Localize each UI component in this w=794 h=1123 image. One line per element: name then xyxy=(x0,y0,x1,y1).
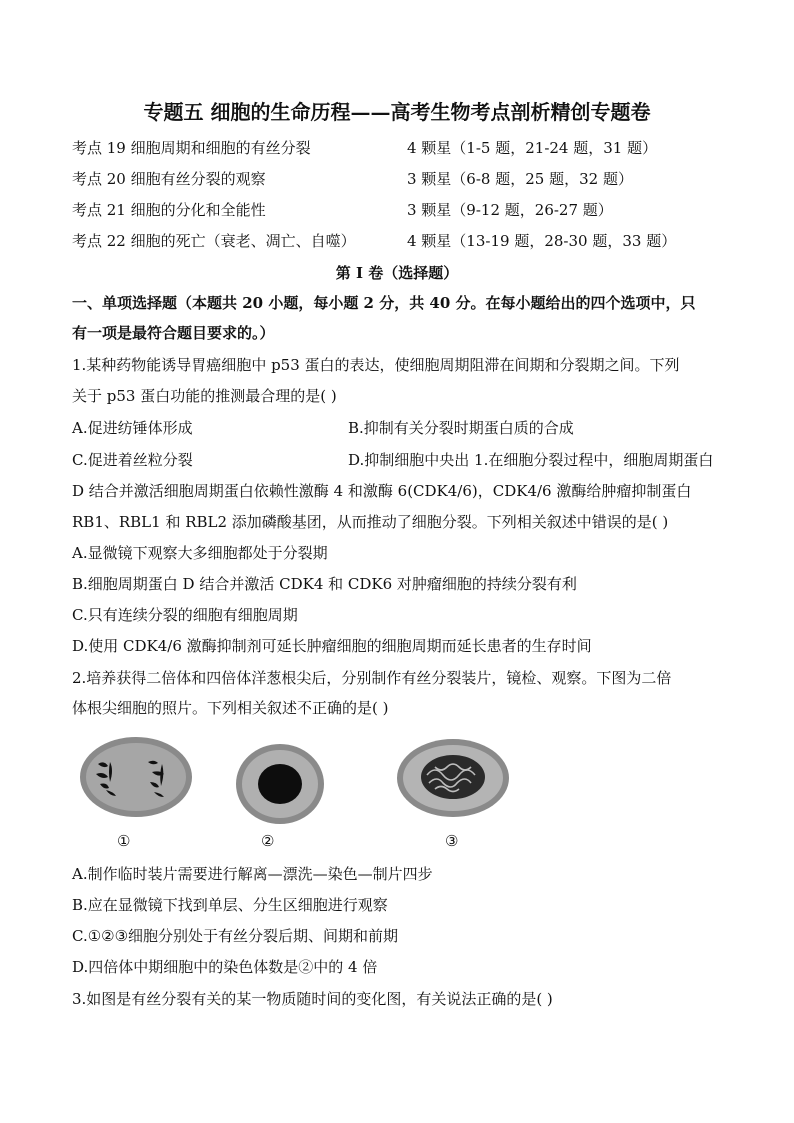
option-c: C.促进着丝粒分裂 xyxy=(72,451,193,469)
juan-title: 第 I 卷（选择题） xyxy=(335,264,459,282)
option-b: B.细胞周期蛋白 D 结合并激活 CDK4 和 CDK6 对肿瘤细胞的持续分裂有利 xyxy=(72,575,577,593)
kaodian-name: 考点 21 细胞的分化和全能性 xyxy=(72,201,266,219)
cell-image-prophase xyxy=(395,737,511,819)
kaodian-name: 考点 22 细胞的死亡（衰老、凋亡、自噬） xyxy=(72,232,356,250)
question-stem: D 结合并激活细胞周期蛋白依赖性激酶 4 和激酶 6(CDK4/6)，CDK4/6 激酶给肿瘤抑制蛋白 xyxy=(72,482,692,500)
kaodian-count: 3 颗星（6-8 题，25 题，32 题） xyxy=(407,170,633,188)
option-d: D.四倍体中期细胞中的染色体数是②中的 4 倍 xyxy=(72,958,378,976)
question-2-stem: 体根尖细胞的照片。下列相关叙述不正确的是( ) xyxy=(72,699,389,717)
question-1-stem: 1.某种药物能诱导胃癌细胞中 p53 蛋白的表达，使细胞周期阻滞在间期和分裂期之间。下列 xyxy=(72,356,680,374)
question-stem: RB1、RBL1 和 RBL2 添加磷酸基团，从而推动了细胞分裂。下列相关叙述中错误的是( ) xyxy=(72,513,669,531)
option-a: A.制作临时装片需要进行解离—漂洗—染色—制片四步 xyxy=(72,865,433,883)
page-title: 专题五 细胞的生命历程——高考生物考点剖析精创专题卷 xyxy=(143,100,651,124)
figure-label: ② xyxy=(261,832,275,850)
figure-label: ① xyxy=(117,832,131,850)
question-3-stem: 3.如图是有丝分裂有关的某一物质随时间的变化图，有关说法正确的是( ) xyxy=(72,990,553,1008)
cell-image-anaphase xyxy=(78,734,194,820)
section-heading: 一、单项选择题（本题共 20 小题，每小题 2 分，共 40 分。在每小题给出的四个选项中，只 xyxy=(72,294,696,312)
cell-image-interphase xyxy=(234,742,326,826)
option-a: A.促进纺锤体形成 xyxy=(72,419,193,437)
kaodian-count: 4 颗星（1-5 题，21-24 题，31 题） xyxy=(407,139,658,157)
kaodian-name: 考点 20 细胞有丝分裂的观察 xyxy=(72,170,266,188)
kaodian-count: 3 颗星（9-12 题，26-27 题） xyxy=(407,201,613,219)
question-2-stem: 2.培养获得二倍体和四倍体洋葱根尖后，分别制作有丝分裂装片，镜检、观察。下图为二倍 xyxy=(72,669,672,687)
option-c: C.①②③细胞分别处于有丝分裂后期、间期和前期 xyxy=(72,927,399,945)
kaodian-name: 考点 19 细胞周期和细胞的有丝分裂 xyxy=(72,139,311,157)
option-a: A.显微镜下观察大多细胞都处于分裂期 xyxy=(72,544,328,562)
option-c: C.只有连续分裂的细胞有细胞周期 xyxy=(72,606,298,624)
figure-label: ③ xyxy=(445,832,459,850)
option-d: D.抑制细胞中央出 1.在细胞分裂过程中，细胞周期蛋白 xyxy=(348,451,714,469)
option-b: B.抑制有关分裂时期蛋白质的合成 xyxy=(348,419,574,437)
option-d: D.使用 CDK4/6 激酶抑制剂可延长肿瘤细胞的细胞周期而延长患者的生存时间 xyxy=(72,637,592,655)
option-b: B.应在显微镜下找到单层、分生区细胞进行观察 xyxy=(72,896,388,914)
question-1-stem: 关于 p53 蛋白功能的推测最合理的是( ) xyxy=(72,387,337,405)
kaodian-count: 4 颗星（13-19 题，28-30 题，33 题） xyxy=(407,232,677,250)
section-heading: 有一项是最符合题目要求的。） xyxy=(72,324,275,342)
